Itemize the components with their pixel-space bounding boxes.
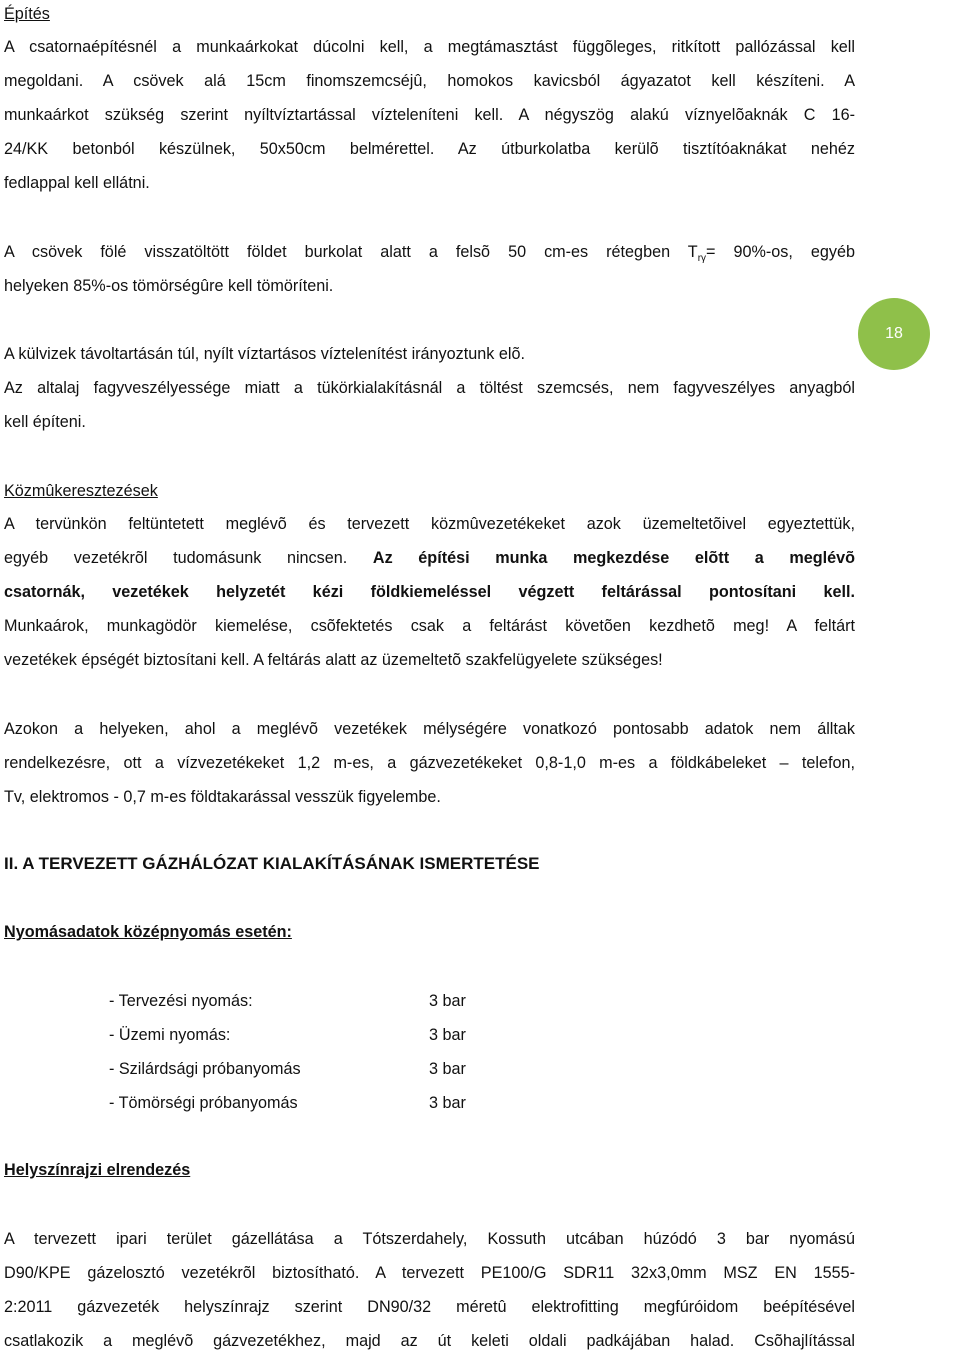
pressure-row: [109, 990, 529, 1012]
pressure-label: - Szilárdsági próbanyomás: [109, 1060, 301, 1078]
section-heading-kozmu: Közmûkeresztezések: [4, 482, 158, 500]
paragraph-line-mixed: [4, 547, 855, 569]
text-fragment: = 90%-os, egyéb: [706, 243, 856, 261]
paragraph-line-with-subscript: [4, 241, 855, 266]
pressure-value: 3 bar: [429, 1060, 466, 1078]
pressure-row: [109, 1092, 529, 1114]
pressure-value: 3 bar: [429, 1094, 466, 1112]
text-fragment: egyéb vezetékrõl tudomásunk nincsen.: [4, 549, 348, 567]
text-fragment: A csövek fölé visszatöltött földet burkolat alatt a felsõ 50 cm-es rétegben T: [4, 243, 698, 261]
bold-text-fragment: Az építési munka megkezdése elõtt a meglévõ: [372, 549, 856, 567]
paragraph-line: A csatornaépítésnél a munkaárkokat dúcolni kell, a megtámasztást függõleges, ritkított pallózással kell: [4, 38, 855, 56]
paragraph-line: Azokon a helyeken, ahol a meglévõ vezetékek mélységére vonatkozó pontosabb adatok nem álltak: [4, 720, 855, 738]
pressure-label: - Tömörségi próbanyomás: [109, 1094, 298, 1112]
paragraph-line: Munkaárok, munkagödör kiemelése, csõfektetés csak a feltárást követõen kezdhetõ meg! A feltárt: [4, 617, 855, 635]
bold-paragraph-line: csatornák, vezetékek helyzetét kézi földkiemeléssel végzett feltárással pontosítani kell.: [4, 583, 855, 601]
pressure-label: - Tervezési nyomás:: [109, 992, 253, 1010]
paragraph-line: 2:2011 gázvezeték helyszínrajz szerint DN90/32 méretû elektrofitting megfúróidom beépítésével: [4, 1298, 855, 1316]
paragraph-line: fedlappal kell ellátni.: [4, 174, 150, 192]
paragraph-line: rendelkezésre, ott a vízvezetékeket 1,2 m-es, a gázvezetékeket 0,8-1,0 m-es a földkábeleket – telefon,: [4, 754, 855, 772]
paragraph-line: D90/KPE gázelosztó vezetékrõl biztosítható. A tervezett PE100/G SDR11 32x3,0mm MSZ EN 1555-: [4, 1264, 855, 1282]
pressure-value: 3 bar: [429, 1026, 466, 1044]
paragraph-line: 24/KK betonból készülnek, 50x50cm belmérettel. Az útburkolatba kerülõ tisztítóaknákat nehéz: [4, 140, 855, 158]
paragraph-line: A tervünkön feltüntetett meglévõ és tervezett közmûvezetékeket azok üzemeltetõivel egyeztettük,: [4, 515, 855, 533]
paragraph-line: helyeken 85%-os tömörségûre kell tömöríteni.: [4, 277, 334, 295]
paragraph-line: csatlakozik a meglévõ gázvezetékhez, majd az út keleti oldali padkájában halad. Csõhajlítással: [4, 1332, 855, 1350]
page-number-badge: 18: [858, 298, 930, 370]
section-heading-epites: Építés: [4, 5, 50, 23]
pressure-value: 3 bar: [429, 992, 466, 1010]
chapter-heading: II. A TERVEZETT GÁZHÁLÓZAT KIALAKÍTÁSÁNAK ISMERTETÉSE: [4, 854, 540, 873]
site-layout-heading: Helyszínrajzi elrendezés: [4, 1161, 191, 1179]
paragraph-line: Az altalaj fagyveszélyessége miatt a tükörkialakításnál a töltést szemcsés, nem fagyveszélyes anyagból: [4, 379, 855, 397]
paragraph-line: A tervezett ipari terület gázellátása a Tótszerdahely, Kossuth utcában húzódó 3 bar nyomású: [4, 1230, 855, 1248]
paragraph-line: kell építeni.: [4, 413, 86, 431]
paragraph-line: megoldani. A csövek alá 15cm finomszemcséjû, homokos kavicsból ágyazatot kell készíteni. A: [4, 72, 855, 90]
subscript: rγ: [697, 253, 707, 264]
pressure-row: [109, 1058, 529, 1080]
pressure-data-heading: Nyomásadatok középnyomás esetén:: [4, 923, 292, 941]
paragraph-line: vezetékek épségét biztosítani kell. A feltárás alatt az üzemeltetõ szakfelügyelete szükséges!: [4, 651, 663, 669]
pressure-label: - Üzemi nyomás:: [109, 1026, 231, 1044]
paragraph-line: munkaárkot szükség szerint nyíltvíztartással vízteleníteni kell. A négyszög alakú víznyelõaknák C 16-: [4, 106, 855, 124]
paragraph-line: A külvizek távoltartásán túl, nyílt víztartásos víztelenítést irányoztunk elõ.: [4, 345, 525, 363]
pressure-row: [109, 1024, 529, 1046]
paragraph-line: Tv, elektromos - 0,7 m-es földtakarással vesszük figyelembe.: [4, 788, 441, 806]
